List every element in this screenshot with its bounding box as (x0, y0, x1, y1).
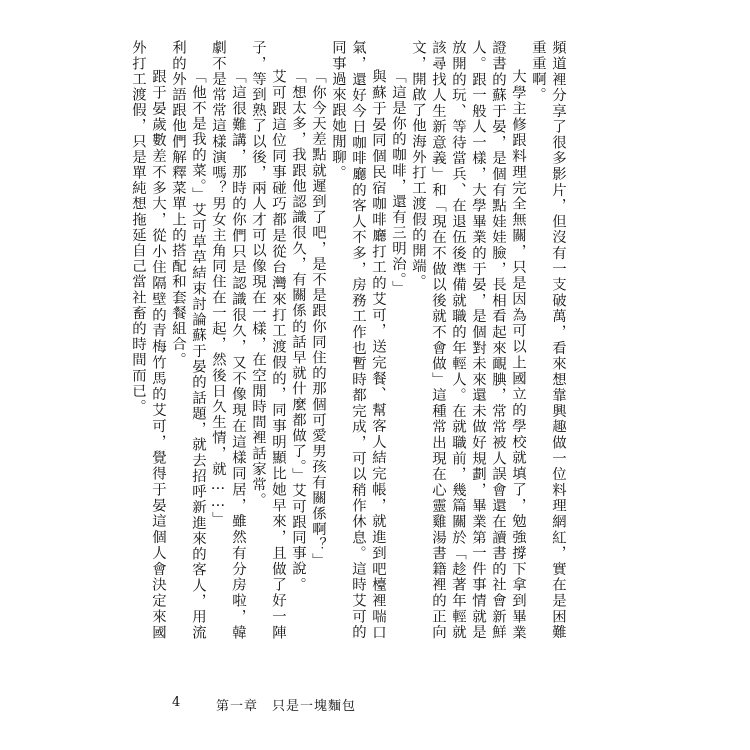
paragraph: 「你今天差點就遲到了吧，是不是跟你同住的那個可愛男孩有關係啊？」 (310, 68, 326, 568)
paragraph: 「這很難講，那時的你們只是認識很久，又不像現在這樣同居，雖然有分房啦，韓劇不是常常這樣演嗎？男女主角同住在一起，然後日久生情，就……」 (210, 40, 246, 640)
paragraph: 跟于晏歲數差不多大，從小住隔壁的青梅竹馬的艾可，覺得于晏這個人會決定來國外打工渡假，只是單純想拖延自己當社畜的時間而已。 (130, 40, 166, 640)
paragraph: 「想太多，我跟他認識很久，有關係的話早就什麼都做了。」艾可跟同事說。 (290, 68, 306, 592)
page-number: 4 (172, 695, 181, 710)
paragraph: 艾可跟這位同事碰巧都是從台灣來打工渡假的，同事明顯比她早來，且做了好一陣子，等到熟了以後，兩人才可以像現在一樣，在空閒時間裡話家常。 (250, 40, 286, 640)
paragraph: 「這是你的咖啡，還有三明治。」 (390, 68, 406, 296)
running-head-chapter-title: 第一章 只是一塊麵包 (216, 699, 357, 714)
body-text (130, 40, 568, 640)
paragraph: 與蘇于晏同個民宿咖啡廳打工的艾可，送完餐、幫客人結完帳，就進到吧檯裡喘口氣，還好今日咖啡廳的客人不多，房務工作也暫時都完成，可以稍作休息。這時艾可的同事過來跟她閒聊。 (330, 40, 386, 640)
paragraph: 頻道裡分享了很多影片，但沒有一支破萬，看來想靠興趣做一位料理網紅，實在是困難重重啊。 (530, 40, 566, 640)
paragraph: 「他不是我的菜。」艾可草草結束討論蘇于晏的話題，就去招呼新進來的客人，用流利的外語跟他們解釋菜單上的搭配和套餐組合。 (170, 40, 206, 640)
paragraph: 大學主修跟料理完全無關，只是因為可以上國立的學校就填了，勉強撐下拿到畢業證書的蘇于晏，是個有點娃娃臉，長相看起來靦腆，常常被人誤會還在讀書的社會新鮮人。跟一般人一樣，大學畢業的于晏，是個對未來還未做好規劃，畢業第一件事情就是放開的玩、等待當兵、在退伍後準備就職的年輕人。在就職前，幾篇關於「趁著年輕就該尋找人生新意義」和「現在不做以後就不會做」這種常出現在心靈雞湯書籍裡的正向文，開啟了他海外打工渡假的開端。 (410, 40, 526, 640)
